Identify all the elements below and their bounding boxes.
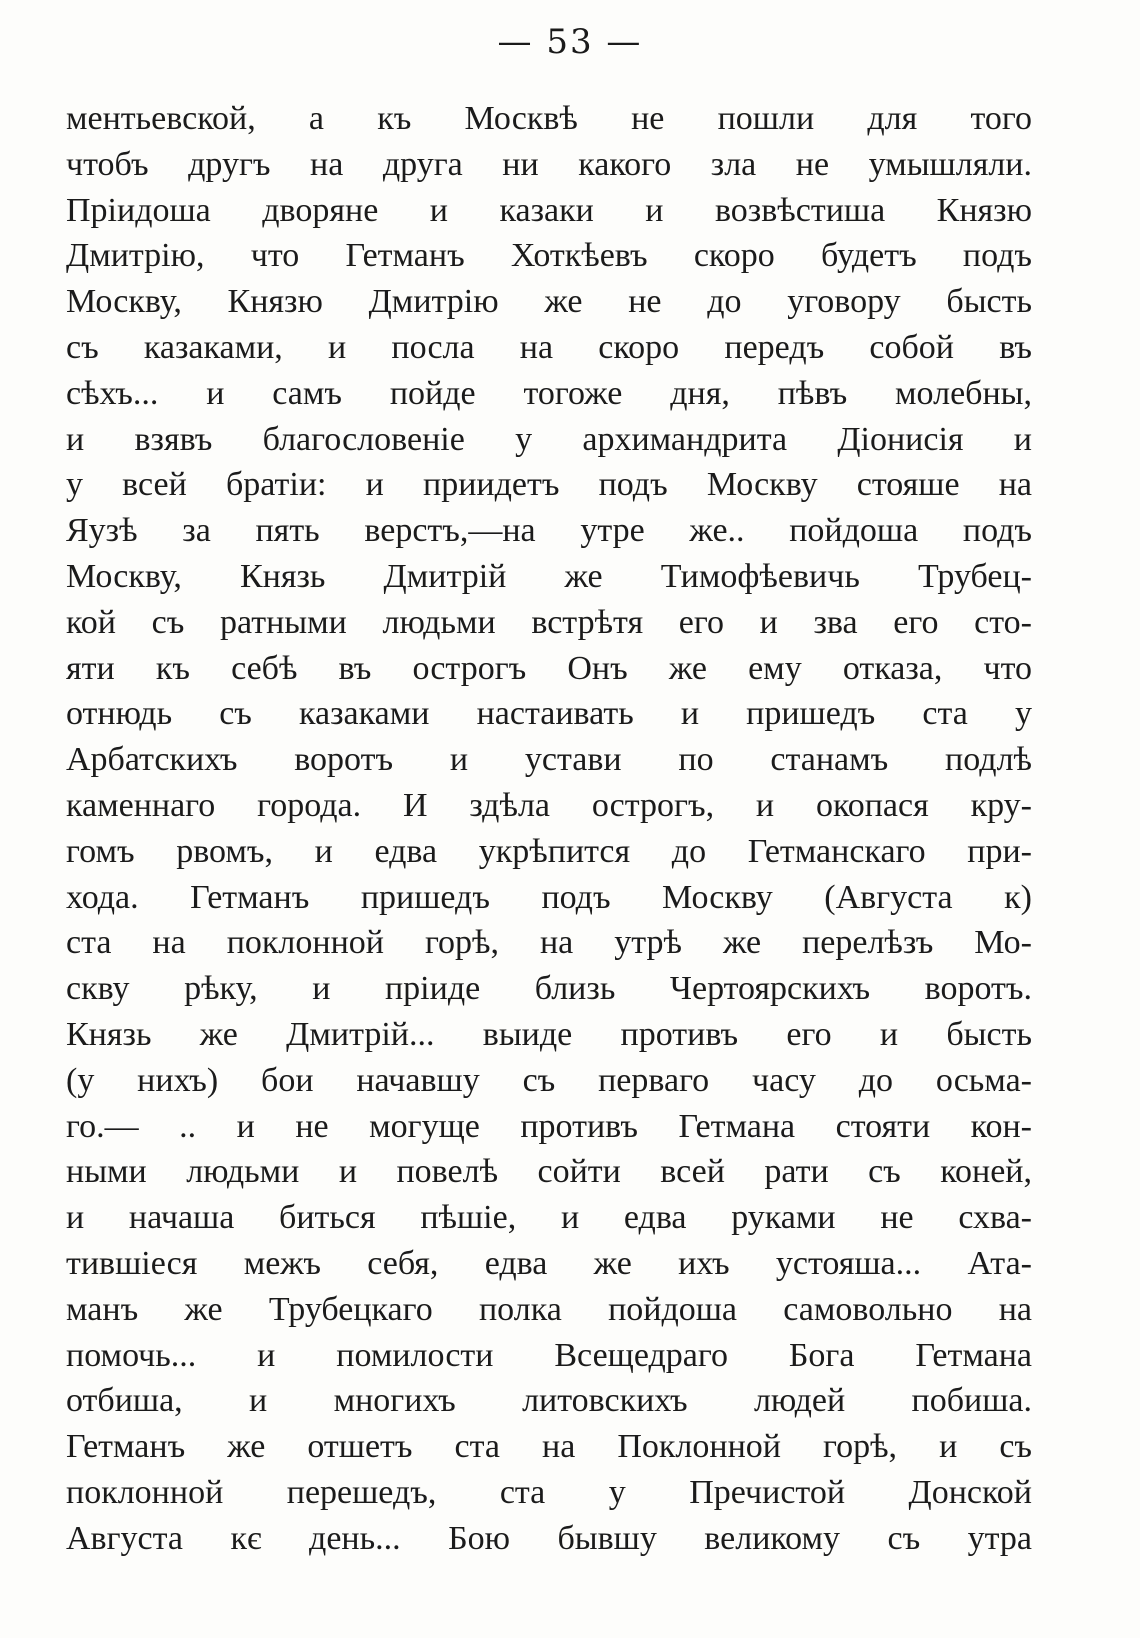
text-line: хода. Гетманъ пришедъ подъ Москву (Августа к) (66, 878, 1032, 916)
text-line: Князь же Дмитрій... выиде противъ его и бысть (66, 1015, 1032, 1053)
text-line: Москву, Князю Дмитрію же не до уговору бысть (66, 283, 1032, 321)
body-text (66, 96, 1032, 1562)
text-line: Москву, Князь Дмитрій же Тимофѣевичь Трубец- (66, 557, 1032, 595)
text-line: отбиша, и многихъ литовскихъ людей побиша. (66, 1382, 1032, 1420)
text-line: яти къ себѣ въ острогъ Онъ же ему отказа, что (66, 649, 1032, 687)
text-line: Дмитрію, что Гетманъ Хоткѣевъ скоро будетъ подъ (66, 237, 1032, 275)
text-line: Гетманъ же отшетъ ста на Поклонной горѣ, и съ (66, 1428, 1032, 1466)
text-line: Яузѣ за пять верстъ,—на утре же.. пойдоша подъ (66, 512, 1032, 550)
text-line: тившіеся межъ себя, едва же ихъ устояша... Ата- (66, 1244, 1032, 1282)
text-line: каменнаго города. И здѣла острогъ, и окопася кру- (66, 786, 1032, 824)
text-line: и начаша биться пѣшіе, и едва руками не схва- (66, 1199, 1032, 1237)
text-line: кой съ ратными людьми встрѣтя его и зва его сто- (66, 603, 1032, 641)
text-line: го.— .. и не могуще противъ Гетмана стояти кон- (66, 1107, 1032, 1145)
text-line: манъ же Трубецкаго полка пойдоша самовольно на (66, 1290, 1032, 1328)
text-line: сѣхъ... и самъ пойде тогоже дня, пѣвъ молебны, (66, 374, 1032, 412)
text-line: поклонной перешедъ, ста у Пречистой Донской (66, 1473, 1032, 1511)
page-number: — 53 — (497, 22, 643, 62)
text-line: гомъ рвомъ, и едва укрѣпится до Гетманскаго при- (66, 832, 1032, 870)
text-line: съ казаками, и посла на скоро передъ собой въ (66, 328, 1032, 366)
text-line: Арбатскихъ воротъ и устави по станамъ подлѣ (66, 741, 1032, 779)
text-line: и взявъ благословеніе у архимандрита Діонисія и (66, 420, 1032, 458)
text-line: ста на поклонной горѣ, на утрѣ же перелѣзъ Мо- (66, 924, 1032, 962)
text-line: у всей братіи: и приидетъ подъ Москву стояше на (66, 466, 1032, 504)
text-line: Августа кє день... Бою бывшу великому съ утра (66, 1519, 1032, 1557)
text-line: ными людьми и повелѣ сойти всей рати съ коней, (66, 1153, 1032, 1191)
text-line: отнюдь съ казаками настаивать и пришедъ ста у (66, 695, 1032, 733)
text-line: ментьевской, а къ Москвѣ не пошли для того (66, 100, 1032, 137)
text-line: (у нихъ) бои начавшу съ перваго часу до осьма- (66, 1061, 1032, 1099)
text-line: чтобъ другъ на друга ни какого зла не умышляли. (66, 145, 1032, 183)
text-line: помочь... и помилости Всещедраго Бога Гетмана (66, 1336, 1032, 1374)
text-line: скву рѣку, и пріиде близь Чертоярскихъ воротъ. (66, 970, 1032, 1008)
text-line: Пріидоша дворяне и казаки и возвѣстиша Князю (66, 191, 1032, 229)
